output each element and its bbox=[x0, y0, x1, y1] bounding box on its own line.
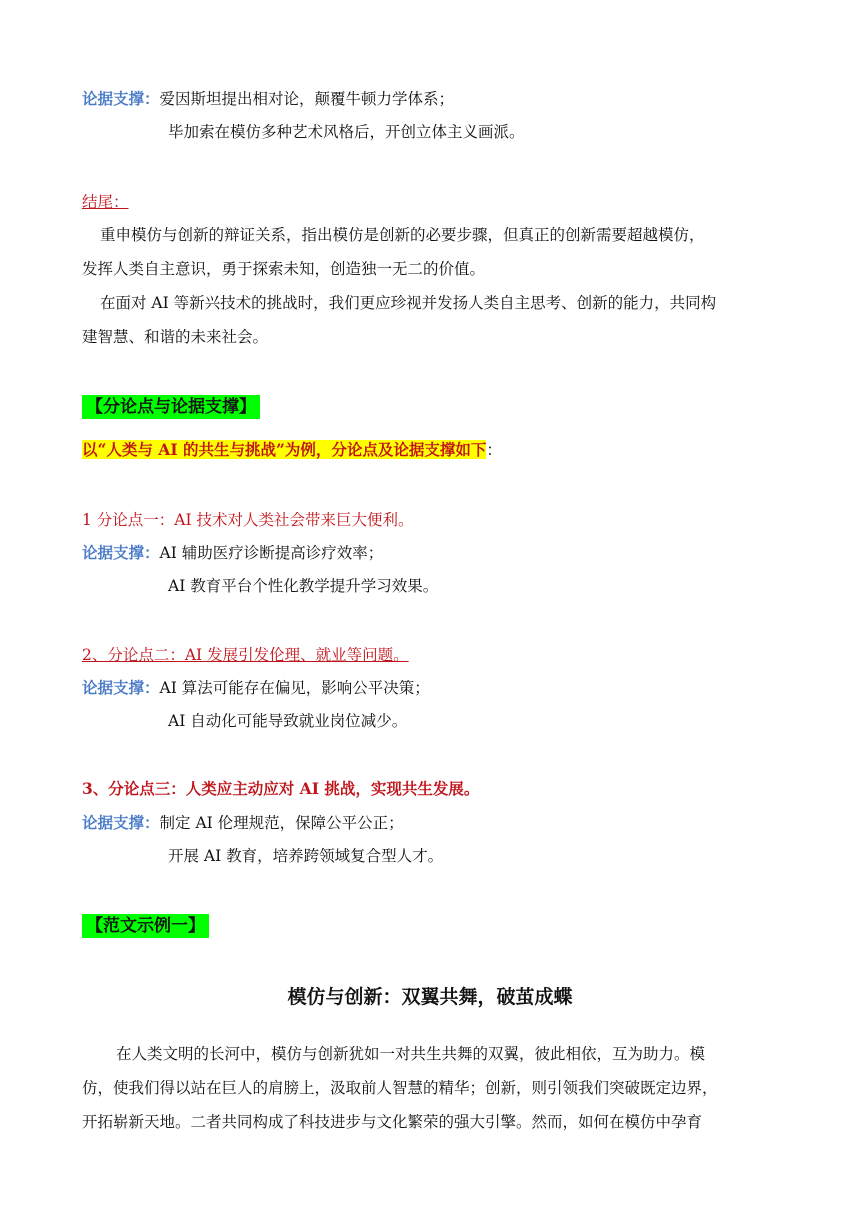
section-heading bbox=[82, 396, 260, 418]
section-intro-colon: ： bbox=[486, 441, 502, 459]
essay-text: 仿，使我们得以站在巨人的肩膀上，汲取前人智慧的精华；创新，则引领我们突破既定边界， bbox=[82, 1079, 718, 1097]
ending-label: 结尾： bbox=[82, 193, 129, 211]
section-heading-label: 【分论点与论据支撑】 bbox=[82, 395, 260, 419]
evidence-text: AI 教育平台个性化教学提升学习效果。 bbox=[168, 577, 439, 595]
evidence-text: 毕加索在模仿多种艺术风格后，开创立体主义画派。 bbox=[168, 123, 525, 141]
evidence-label: 论据支撑： bbox=[82, 813, 160, 832]
evidence-text: 制定 AI 伦理规范，保障公平公正； bbox=[159, 814, 404, 832]
ending-paragraph-line bbox=[82, 326, 268, 348]
evidence-text: AI 自动化可能导致就业岗位减少。 bbox=[168, 712, 408, 730]
evidence-line bbox=[82, 812, 404, 834]
essay-paragraph-line bbox=[116, 1043, 705, 1065]
evidence-line bbox=[168, 121, 525, 143]
ending-text: 在面对 AI 等新兴技术的挑战时，我们更应珍视并发扬人类自主思考、创新的能力，共同构 bbox=[100, 294, 717, 312]
section-intro-text: 以“人类与 AI 的共生与挑战”为例，分论点及论据支撑如下 bbox=[82, 440, 487, 459]
ending-paragraph-line bbox=[100, 292, 716, 314]
section-intro bbox=[82, 439, 502, 461]
evidence-text: 爱因斯坦提出相对论，颠覆牛顿力学体系； bbox=[159, 90, 455, 108]
essay-text: 开拓崭新天地。二者共同构成了科技进步与文化繁荣的强大引擎。然而，如何在模仿中孕育 bbox=[82, 1113, 703, 1131]
ending-heading bbox=[82, 191, 129, 213]
essay-title: 模仿与创新：双翼共舞，破茧成蝶 bbox=[287, 986, 573, 1008]
evidence-text: 开展 AI 教育，培养跨领域复合型人才。 bbox=[168, 847, 444, 865]
essay-text: 在人类文明的长河中，模仿与创新犹如一对共生共舞的双翼，彼此相依，互为助力。模 bbox=[116, 1045, 706, 1063]
point-title bbox=[82, 644, 409, 666]
ending-paragraph-line bbox=[100, 224, 705, 246]
evidence-label: 论据支撑： bbox=[82, 89, 160, 108]
point-title-text: 1 分论点一：AI 技术对人类社会带来巨大便利。 bbox=[82, 511, 414, 529]
evidence-line bbox=[168, 845, 443, 867]
evidence-text: AI 算法可能存在偏见，影响公平决策； bbox=[159, 679, 430, 697]
ending-text: 重申模仿与创新的辩证关系，指出模仿是创新的必要步骤，但真正的创新需要超越模仿， bbox=[100, 226, 705, 244]
section-heading-label: 【范文示例一】 bbox=[82, 914, 209, 938]
section-heading bbox=[82, 915, 209, 937]
ending-text: 建智慧、和谐的未来社会。 bbox=[82, 328, 269, 346]
point-title bbox=[82, 509, 414, 531]
point-title-text: 3、分论点三：人类应主动应对 AI 挑战，实现共生发展。 bbox=[82, 779, 480, 798]
evidence-line bbox=[168, 575, 438, 597]
evidence-line bbox=[82, 88, 454, 110]
evidence-line bbox=[82, 542, 383, 564]
essay-paragraph-line bbox=[82, 1111, 702, 1133]
essay-paragraph-line bbox=[82, 1077, 718, 1099]
evidence-line bbox=[168, 710, 407, 732]
point-title bbox=[82, 778, 479, 800]
evidence-text: AI 辅助医疗诊断提高诊疗效率； bbox=[159, 544, 384, 562]
evidence-line bbox=[82, 677, 430, 699]
ending-paragraph-line bbox=[82, 258, 485, 280]
point-title-text: 2、分论点二：AI 发展引发伦理、就业等问题。 bbox=[82, 646, 409, 664]
evidence-label: 论据支撑： bbox=[82, 543, 160, 562]
evidence-label: 论据支撑： bbox=[82, 678, 160, 697]
ending-text: 发挥人类自主意识，勇于探索未知，创造独一无二的价值。 bbox=[82, 260, 486, 278]
